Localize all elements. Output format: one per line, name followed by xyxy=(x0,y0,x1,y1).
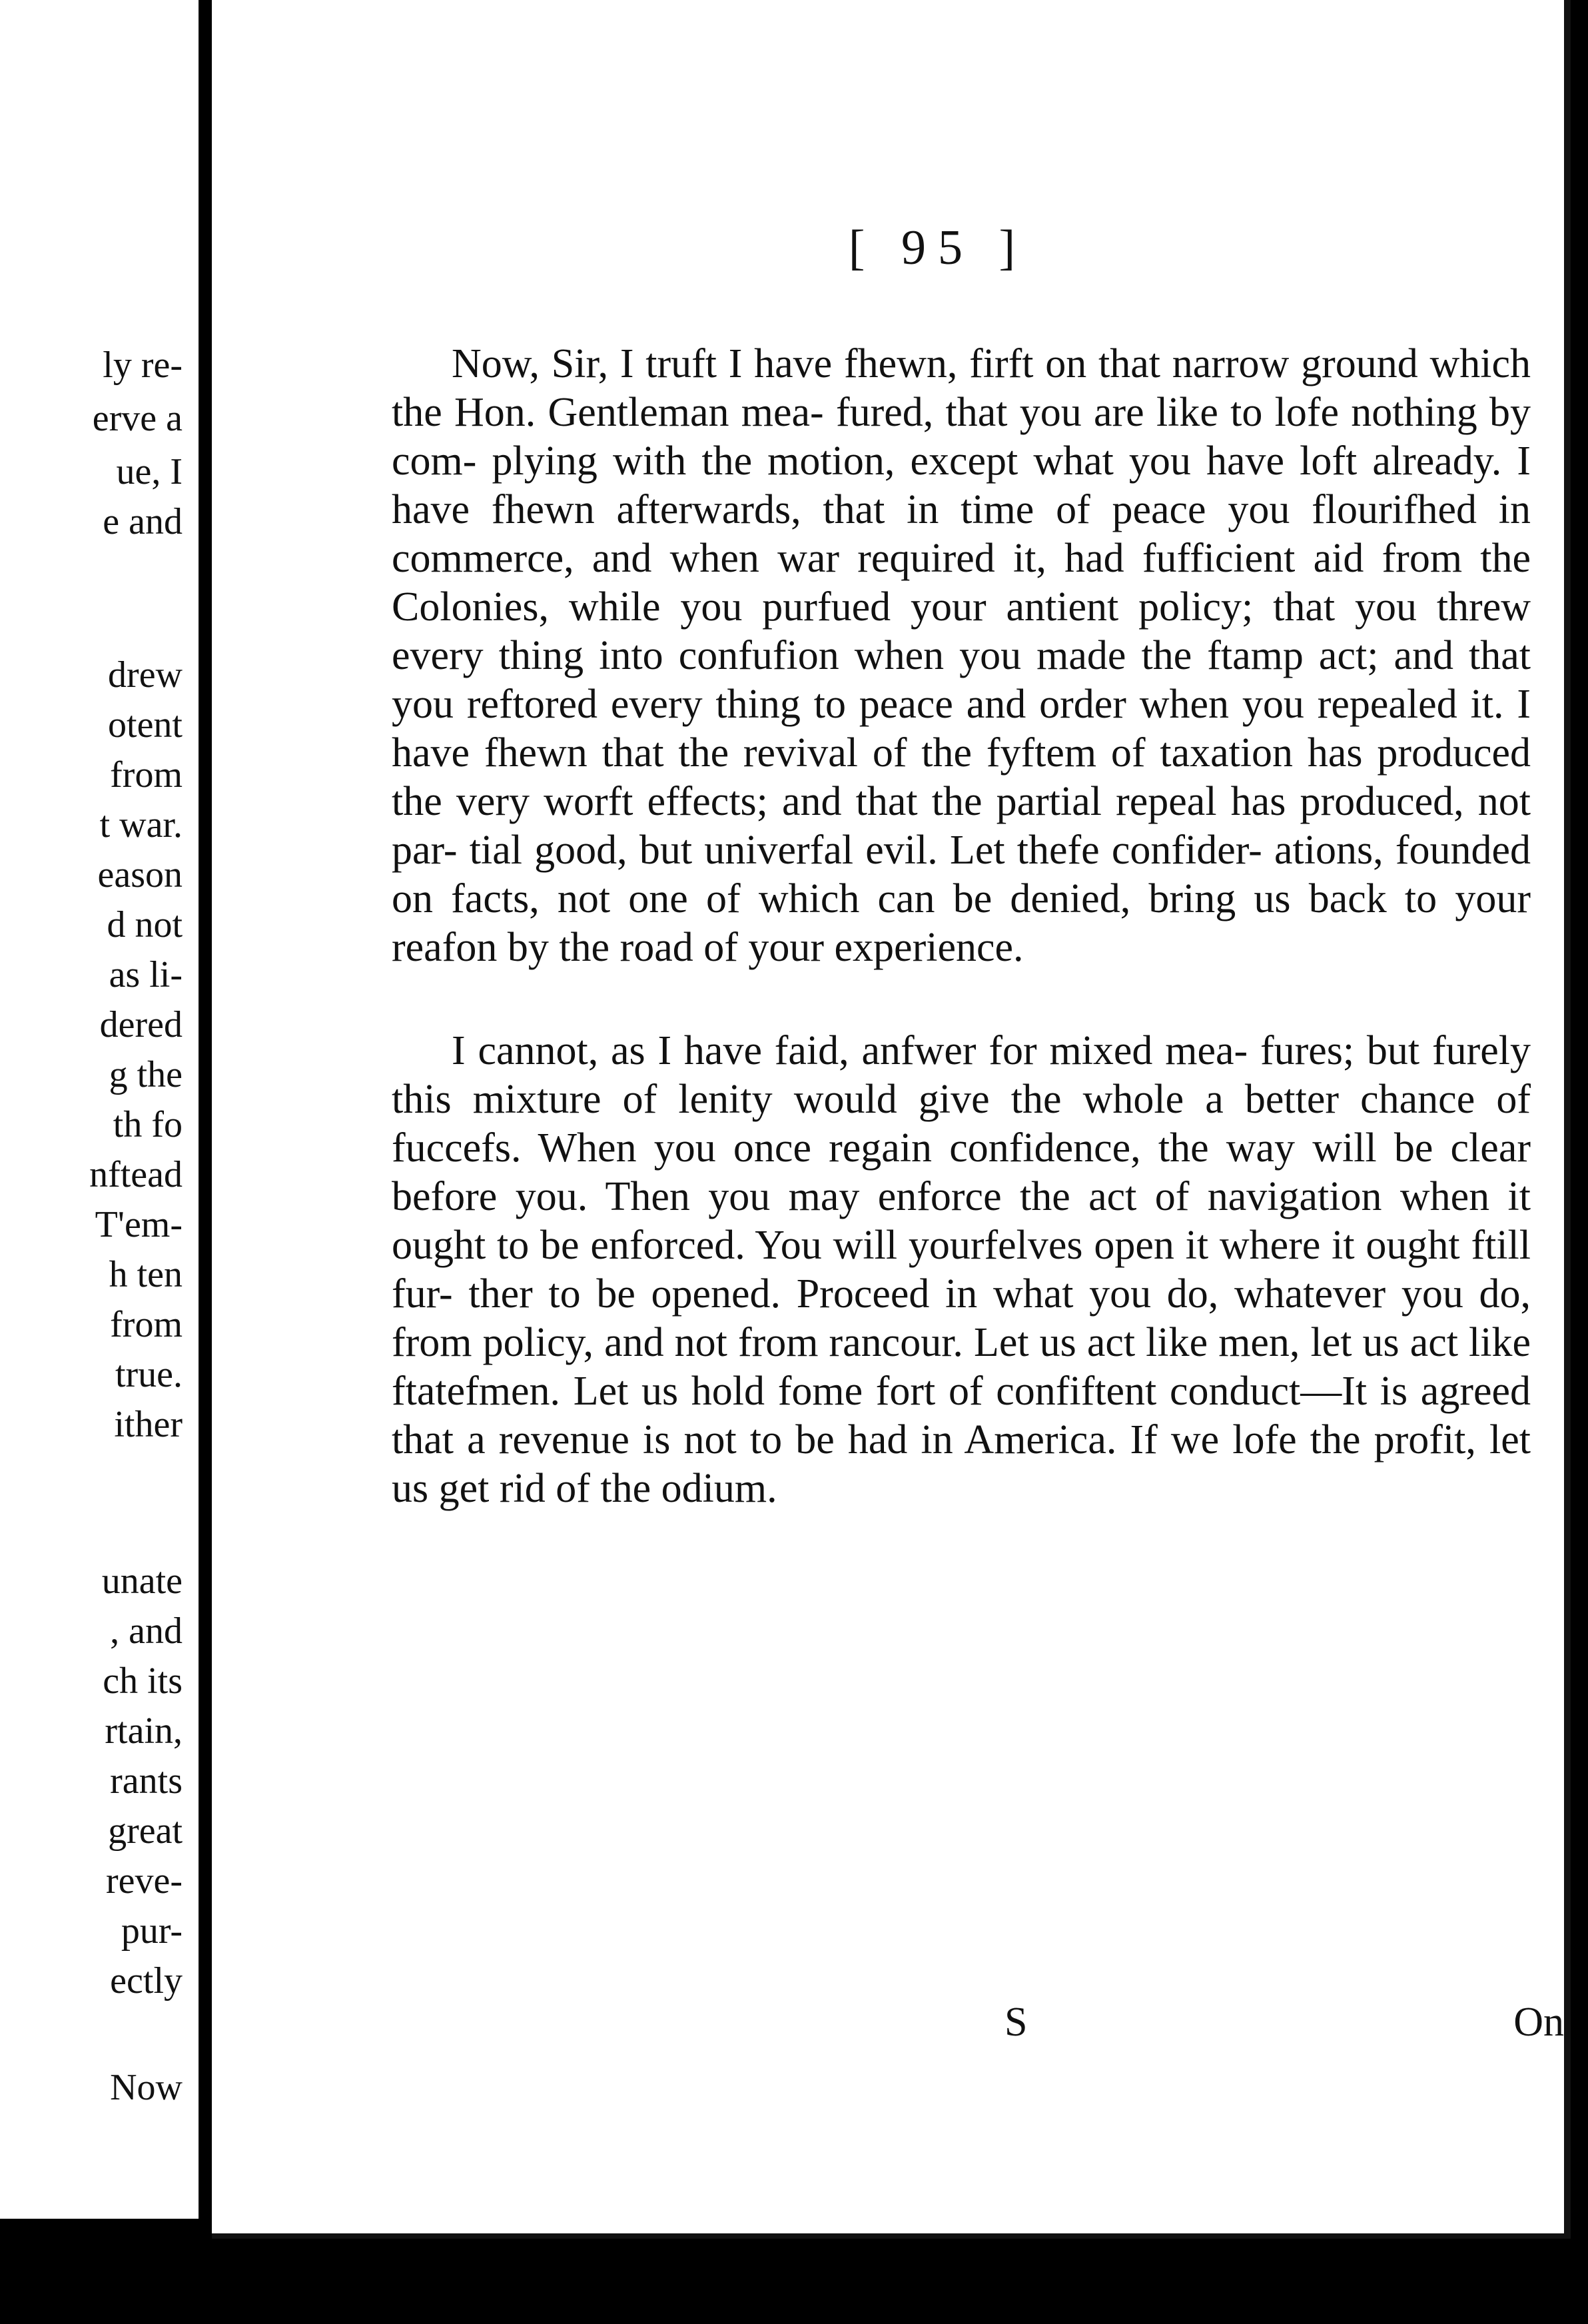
previous-page-line: dered xyxy=(99,1004,183,1045)
previous-page-line: e and xyxy=(103,501,183,542)
previous-page-line: nftead xyxy=(89,1154,183,1195)
previous-page-line: ch its xyxy=(103,1660,183,1702)
previous-page-line: reve- xyxy=(105,1860,183,1902)
page-gutter xyxy=(198,0,200,2219)
previous-page-line: ectly xyxy=(110,1960,183,2002)
previous-page-line: as li- xyxy=(109,954,183,995)
book-page xyxy=(212,0,1571,2239)
page-number: [ 95 ] xyxy=(848,221,1028,275)
previous-page-line: th fo xyxy=(113,1104,183,1145)
paragraph-2: I cannot, as I have faid, anfwer for mixed mea- fures; but furely this mixture of lenity would give the whole a better chance of fuccefs. When you once regain confidence, the way will be clear before you. Then you may enforce the act of navigation when it ought to be enforced. You will yourfelves open it where it ought ftill fur- ther to be opened. Proceed in what you do, whatever you do, from policy, and not from rancour. Let us act like men, let us act like ftatefmen. Let us hold fome fort of confiftent conduct—It is agreed that a revenue is not to be had in America. If we lofe the profit, let us get rid of the odium. xyxy=(392,1028,1531,1511)
paragraph-1: Now, Sir, I truft I have fhewn, firft on that narrow ground which the Hon. Gentleman mea- fured, that you are like to lofe nothing by com- plying with the motion, except what you have loft already. I have fhewn afterwards, that in time of peace you flourifhed in commerce, and when war required it, had fufficient aid from the Colonies, while you purfued your antient policy; that you threw every thing into confufion when you made the ftamp act; and that you reftored every thing to peace and order when you repealed it. I have fhewn that the revival of the fyftem of taxation has produced the very worft effects; and that the partial repeal has produced, not par- tial good, but univerfal evil. Let thefe confider- ations, founded on facts, not one of which can be denied, bring us back to your reafon by the road of your experience. xyxy=(392,341,1531,970)
previous-page-line: ither xyxy=(114,1404,183,1445)
previous-page-line: erve a xyxy=(92,398,183,439)
previous-page-line: great xyxy=(108,1810,183,1852)
previous-page-line: true. xyxy=(115,1354,183,1395)
previous-page-line: rtain, xyxy=(105,1710,183,1752)
previous-page-fragment xyxy=(0,0,200,2219)
signature-mark: S xyxy=(1004,2000,1028,2045)
previous-page-line: t war. xyxy=(99,804,183,846)
previous-page-line: d not xyxy=(107,904,183,945)
previous-page-line: T'em- xyxy=(95,1204,183,1245)
previous-page-line: from xyxy=(110,1304,183,1345)
previous-page-line: pur- xyxy=(121,1910,183,1952)
page-footer xyxy=(392,1999,1564,2052)
previous-page-line: rants xyxy=(110,1760,183,1802)
catchword: On xyxy=(1513,2000,1564,2045)
previous-page-line: otent xyxy=(108,704,183,746)
scan-border xyxy=(0,2239,1588,2324)
previous-page-line: h ten xyxy=(109,1254,183,1295)
previous-page-line: Now xyxy=(110,2067,183,2108)
body-text xyxy=(392,340,1531,1513)
previous-page-line: unate xyxy=(101,1560,183,1602)
previous-page-line: ue, I xyxy=(116,451,183,492)
previous-page-line: eason xyxy=(97,854,183,895)
previous-page-line: , and xyxy=(110,1610,183,1652)
previous-page-line: from xyxy=(110,754,183,796)
previous-page-line: g the xyxy=(109,1054,183,1095)
previous-page-line: drew xyxy=(108,654,183,696)
previous-page-line: ly re- xyxy=(103,344,183,386)
